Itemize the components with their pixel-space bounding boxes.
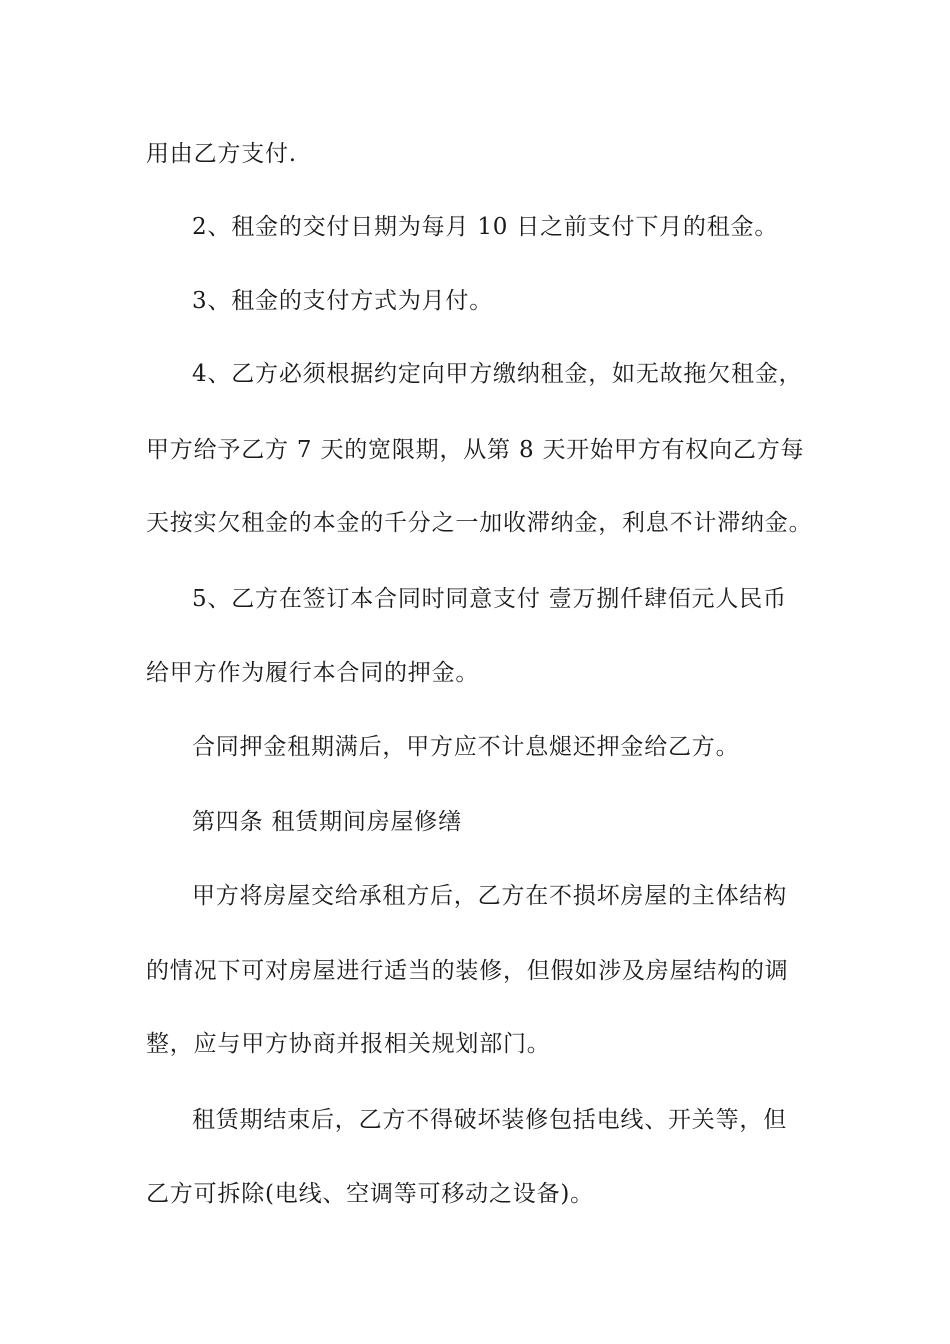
text-line-9: 合同押金租期满后，甲方应不计息煺还押金给乙方。 <box>192 734 740 760</box>
text-line-11: 甲方将房屋交给承租方后，乙方在不损坏房屋的主体结构 <box>192 883 787 909</box>
text-line-2: 2、租金的交付日期为每月 10 日之前支付下月的租金。 <box>192 214 779 240</box>
text-line-4: 4、乙方必须根据约定向甲方缴纳租金，如无故拖欠租金， <box>192 361 803 387</box>
text-line-3: 3、租金的支付方式为月付。 <box>192 288 494 314</box>
section-heading: 第四条 租赁期间房屋修缮 <box>192 809 462 835</box>
text-line-13: 整，应与甲方协商并报相关规划部门。 <box>146 1031 551 1057</box>
text-line-1: 用由乙方支付. <box>146 141 297 167</box>
text-line-7: 5、乙方在签订本合同时同意支付 壹万捌仟肆佰元人民币 <box>192 586 787 612</box>
text-line-8: 给甲方作为履行本合同的押金。 <box>146 660 480 686</box>
text-line-14: 租赁期结束后，乙方不得破坏装修包括电线、开关等，但 <box>192 1107 787 1133</box>
text-line-12: 的情况下可对房屋进行适当的装修，但假如涉及房屋结构的调 <box>146 958 789 984</box>
text-line-5: 甲方给予乙方 7 天的宽限期，从第 8 天开始甲方有权向乙方每 <box>146 437 805 463</box>
text-line-6: 天按实欠租金的本金的千分之一加收滞纳金，利息不计滞纳金。 <box>146 510 813 536</box>
text-line-15: 乙方可拆除(电线、空调等可移动之设备)。 <box>146 1181 594 1207</box>
